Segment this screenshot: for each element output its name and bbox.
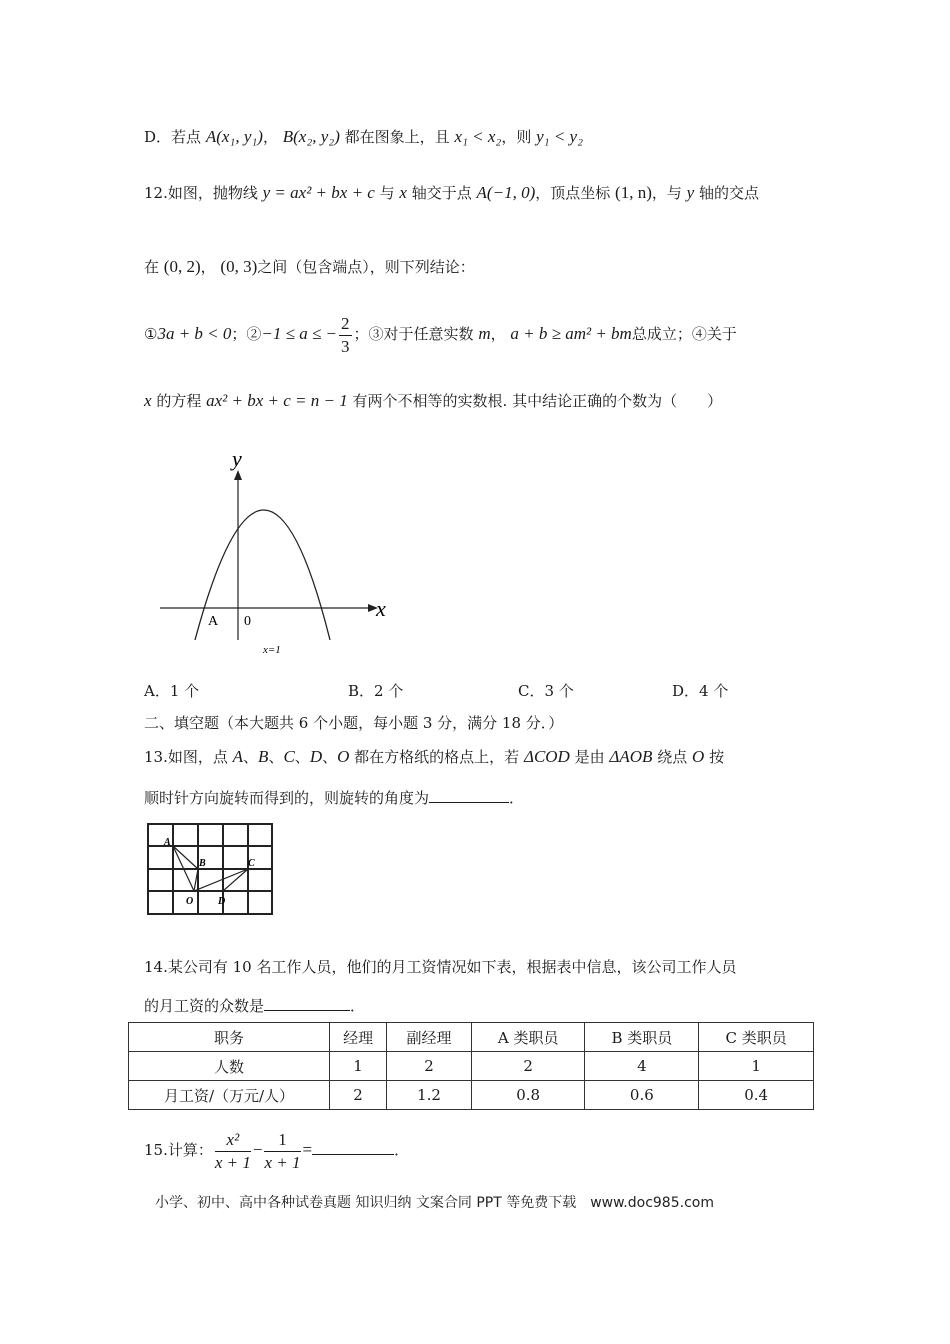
table-row [129, 1052, 814, 1081]
q12-option-b: B．2 个 [348, 682, 404, 700]
frac-den: 3 [341, 336, 350, 356]
q13-line1 [144, 746, 724, 768]
answer-blank[interactable] [264, 994, 350, 1011]
grid-label-c: C [248, 858, 255, 869]
equation: ax² + bx + c = n − 1 [206, 391, 348, 410]
grid-label-o: O [186, 896, 194, 907]
q13-text: 顺时针方向旋转而得到的，则旋转的角度为 [144, 789, 430, 807]
fraction-1 [215, 1129, 251, 1174]
sep: 、 [294, 748, 310, 766]
period: ． [350, 997, 366, 1015]
q12-line4 [144, 390, 722, 412]
sep: 、 [322, 748, 338, 766]
q12-text: ，与 [651, 184, 682, 202]
table-header-cell: 经理 [330, 1023, 387, 1052]
point-a-label: A [208, 614, 219, 629]
var-x: x [399, 183, 407, 202]
sep: 、 [243, 748, 259, 766]
frac-num: 2 [339, 313, 352, 336]
frac-num: x² [215, 1129, 251, 1152]
q14-line1: 14.某公司有 10 名工作人员，他们的月工资情况如下表，根据表中信息，该公司工作人员 [144, 958, 737, 976]
conclusion-2-label: ；② [231, 325, 262, 343]
frac-num: 1 [264, 1129, 300, 1152]
option-d-mid: 都在图象上，且 [344, 128, 450, 146]
point-a-expr: A(x₁, y₁) [205, 127, 263, 146]
var-o: O [692, 747, 705, 766]
table-header-cell: 副经理 [387, 1023, 472, 1052]
var-x: x [144, 391, 152, 410]
option-d-label: D．若点 [144, 128, 202, 146]
q13-text: 按 [709, 748, 725, 766]
q14-line2 [144, 994, 365, 1017]
answer-blank[interactable] [312, 1138, 394, 1155]
q12-option-a: A．1 个 [144, 682, 200, 700]
var-m: m [478, 324, 491, 343]
q12-text: 与 [379, 184, 395, 202]
cond-y: y₁ < y₂ [536, 127, 584, 146]
table-cell: 2 [471, 1052, 585, 1081]
fraction-two-thirds [339, 313, 352, 358]
q15-label: 15.计算： [144, 1141, 213, 1159]
q13-text: 都在方格纸的格点上，若 [354, 748, 520, 766]
comma: ， [200, 258, 216, 276]
vertex: (1, n) [615, 183, 652, 202]
var-c: C [283, 747, 295, 766]
option-d [144, 126, 583, 148]
var-o: O [337, 747, 350, 766]
q12-option-d: D．4 个 [672, 682, 729, 700]
conclusion-3: a + b ≥ am² + bm [510, 324, 632, 343]
q13-line2 [144, 786, 524, 809]
conclusion-3-tail: 总成立；④关于 [631, 325, 737, 343]
q12-text: 在 [144, 258, 160, 276]
comma: ， [490, 325, 506, 343]
point-a: A(−1, 0) [476, 183, 536, 202]
table-cell: 4 [585, 1052, 699, 1081]
parabola-graph [150, 440, 400, 670]
table-cell: 人数 [129, 1052, 330, 1081]
q12-text: 有两个不相等的实数根. 其中结论正确的个数为（ ） [352, 392, 723, 410]
conclusion-1: 3a + b < 0 [157, 324, 232, 343]
period: ． [394, 1141, 410, 1159]
grid-label-a: A [164, 837, 171, 848]
grid-label-b: B [199, 858, 206, 869]
fraction-2 [264, 1129, 300, 1174]
table-cell: 0.4 [699, 1081, 814, 1110]
table-header-cell: 职务 [129, 1023, 330, 1052]
section-2-heading: 二、填空题（本大题共 6 个小题，每小题 3 分，满分 18 分．） [144, 714, 564, 732]
triangle-cod: ΔCOD [523, 747, 570, 766]
x-axis-label: x [376, 596, 386, 621]
axis-of-symmetry-label: x=1 [263, 644, 281, 656]
conclusion-1-label: ① [144, 325, 158, 343]
q12-conclusions [144, 312, 737, 358]
q13-text: 绕点 [657, 748, 688, 766]
option-d-then: ，则 [501, 128, 532, 146]
q12-line1 [144, 182, 759, 204]
q12-text: 轴的交点 [698, 184, 759, 202]
table-header-cell: C 类职员 [699, 1023, 814, 1052]
table-cell: 1.2 [387, 1081, 472, 1110]
table-header-cell: A 类职员 [471, 1023, 585, 1052]
footer-watermark: 小学、初中、高中各种试卷真题 知识归纳 文案合同 PPT 等免费下载 www.doc985.com [155, 1195, 714, 1211]
rotation-grid-figure [144, 818, 276, 918]
triangle-aob: ΔAOB [609, 747, 653, 766]
grid-label-d: D [218, 896, 226, 907]
equals-sign: = [302, 1140, 313, 1159]
frac-den: x + 1 [264, 1152, 301, 1172]
q12-text: 之间（包含端点），则下列结论： [257, 258, 475, 276]
q13-text: 是由 [574, 748, 605, 766]
y-axis-label: y [232, 446, 242, 471]
minus-sign: − [252, 1140, 263, 1159]
conclusion-3-label: ；③对于任意实数 [353, 325, 474, 343]
point-b-expr: B(x₂, y₂) [282, 127, 340, 146]
q12-text: 轴交于点 [411, 184, 472, 202]
var-y: y [686, 183, 695, 202]
q12-text: ，顶点坐标 [535, 184, 611, 202]
table-cell: 0.6 [585, 1081, 699, 1110]
frac-den: x + 1 [214, 1152, 251, 1172]
table-cell: 2 [387, 1052, 472, 1081]
period: ． [509, 789, 525, 807]
q13-text: 13.如图，点 [144, 748, 228, 766]
table-cell: 0.8 [471, 1081, 585, 1110]
q14-text: 的月工资的众数是 [144, 997, 265, 1015]
conclusion-2-left: −1 ≤ a ≤ − [261, 324, 338, 343]
answer-blank[interactable] [429, 786, 509, 803]
parabola-equation: y = ax² + bx + c [262, 183, 375, 202]
var-a: A [232, 747, 244, 766]
q12-intro: 12.如图，抛物线 [144, 184, 258, 202]
q12-line2 [144, 256, 475, 278]
var-d: D [309, 747, 323, 766]
table-cell: 月工资/（万元/人） [129, 1081, 330, 1110]
y-axis-arrow-icon [234, 470, 242, 480]
salary-table [128, 1022, 814, 1110]
table-cell: 1 [330, 1052, 387, 1081]
point-03: (0, 3) [220, 257, 258, 276]
table-header-cell: B 类职员 [585, 1023, 699, 1052]
q15 [144, 1128, 409, 1174]
origin-label: 0 [244, 614, 251, 629]
sep: ， [262, 128, 278, 146]
q12-option-c: C．3 个 [518, 682, 574, 700]
table-cell: 1 [699, 1052, 814, 1081]
table-header-row [129, 1023, 814, 1052]
sep: 、 [268, 748, 284, 766]
table-cell: 2 [330, 1081, 387, 1110]
q12-text: 的方程 [156, 392, 202, 410]
table-row [129, 1081, 814, 1110]
point-02: (0, 2) [163, 257, 201, 276]
cond-x: x₁ < x₂ [454, 127, 502, 146]
var-b: B [258, 747, 269, 766]
